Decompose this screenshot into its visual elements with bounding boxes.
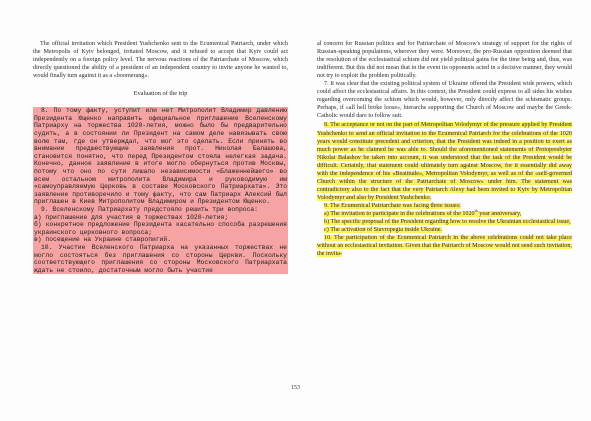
english-highlighted-block: [317, 121, 572, 258]
ru-item-b: б) конкретное предложение Президента касательно способа разрешения украинского церковного вопроса;: [34, 221, 287, 236]
russian-highlighted-block: [33, 107, 288, 274]
left-page-column: [33, 40, 288, 274]
item-b: b) The specific proposal of the President regarding how to resolve the Ukrainian ecclesiastical issue,: [324, 219, 571, 226]
paragraph-7: 7. It was clear that the existing political system of Ukraine offered the President wide powers, which could affect the ecclesiastical affairs. In this context, the President could express to all sides his wishes regarding overcoming the schism which would, however, only directly affect the schismatic groups. Perhaps, if «all hell broke loose», hierarchs supporting the Church of Moscow and maybe the Greek-Catholic would dare to follow suit.: [317, 81, 572, 120]
paragraph-10: 10. The participation of the Ecumenical Patriarch in the above celebrations could not take place without an ecclesiastical invitation. Given that the Patriarch of Moscow would not send such invitation, the invita-: [317, 235, 572, 258]
page-number: 153: [291, 385, 300, 391]
left-intro-paragraph: The official invitation which President Yushchenko sent to the Ecumenical Patriarch, under which the Metropolis of Kyiv belonged, irritated Moscow, and it refused to accept that Kyiv could act independently on a foreign policy level. The nervous reactions of the Patriarchate of Moscow, which directly questioned the ability of a president of an independent country to invite anyone he wanted to, would finally turn against it as a «boomerang».: [33, 41, 288, 80]
paragraph-9: 9. The Ecumenical Patriarchate was facing three issues:: [324, 202, 461, 209]
ru-paragraph-8: 8. По тому факту, уступит или нет Митрополит Владимир давлению Президента Ющенко направить официальное приглашение Вселенскому Патриарху на торжества 1020-летия, можно было бы предварительно судить, а в состоянии ли Президент на самом деле навязывать свою волю там, где он утверждал, что мог это сделать. Если принять во внимание предшествующие заявления прот. Николая Балашова, становится понятно, что перед Президентом стояла нелегкая задача. Конечно, данное заявление в итоге могло обернуться против Москвы, потому что оно по сути лишало независимости «Блаженнейшего» во всем остальном митрополита Владимира и руководимую им «самоуправляемую Церковь в составе Московского Патриархата». Это заявление противоречило и тому факту, что сам Патриарх Алексий был приглашен в Киев Митрополитом Владимиром и Президентом Ющенко.: [34, 107, 287, 206]
paragraph-8: 8. The acceptance or not on the part of Metropolitan Volodymyr of the pressure applied by President Yushchenko to send an official invitation to the Ecumenical Patriarch for the celebrations of the 1020 years would constitute precedent and criterion, that the President was indeed in a position to exert as much power as he claimed he was able to. Should the aforementioned statements of Protopresbyter Nikolai Balashov be taken into account, it was understood that the task of the President would be difficult. Certainly, that statement could ultimately turn against Moscow, for it essentially did away with the independence of his «Beatitude», Metropolitan Volodymyr, as well as of the «self-governed Church within the structure of the Patriarchate of Moscow» under him. The statement was contradictory also to the fact that the very Patriarch Alexy had been invited to Kyiv by Metropolitan Volodymyr and also by President Yushchenko.: [317, 122, 572, 201]
item-a: a) The invitation to participate in the celebrations of the 1020th year anniversary,: [324, 207, 522, 217]
right-page-column: [317, 40, 572, 258]
item-c: c) The activation of Stavropegia inside Ukraine.: [324, 227, 443, 234]
ru-item-a: а) приглашение для участия в торжествах 1020-летия;: [34, 213, 229, 221]
ru-item-c: в) посещение на Украине ставропигий.: [34, 236, 172, 244]
ru-paragraph-10: 10. Участие Вселенского Патриарха на указанных торжествах не могло состояться без приглашения со стороны Церкви. Поскольку соответствующего приглашения со стороны Московского Патриархата ждать не стоило, достаточным могло быть участие: [34, 243, 287, 274]
section-title: Evaluation of the trip: [133, 90, 188, 98]
right-intro-paragraph: al concern for Russian politics and for Patriarchate of Moscow's strategy of support for the rights of Russian-speaking populations, wherever they were. Moreover, the pro-Russian opposition deemed that the resolution of the ecclesiastical schism did not yield political gains for the time being and, thus, was indifferent. But this did not mean that in the event its opponents acted in a decisive manner, they would not try to exploit the problem politically.: [317, 41, 572, 80]
ru-paragraph-9: 9. Вселенскому Патриархату предстояло решить три вопроса:: [41, 206, 258, 213]
